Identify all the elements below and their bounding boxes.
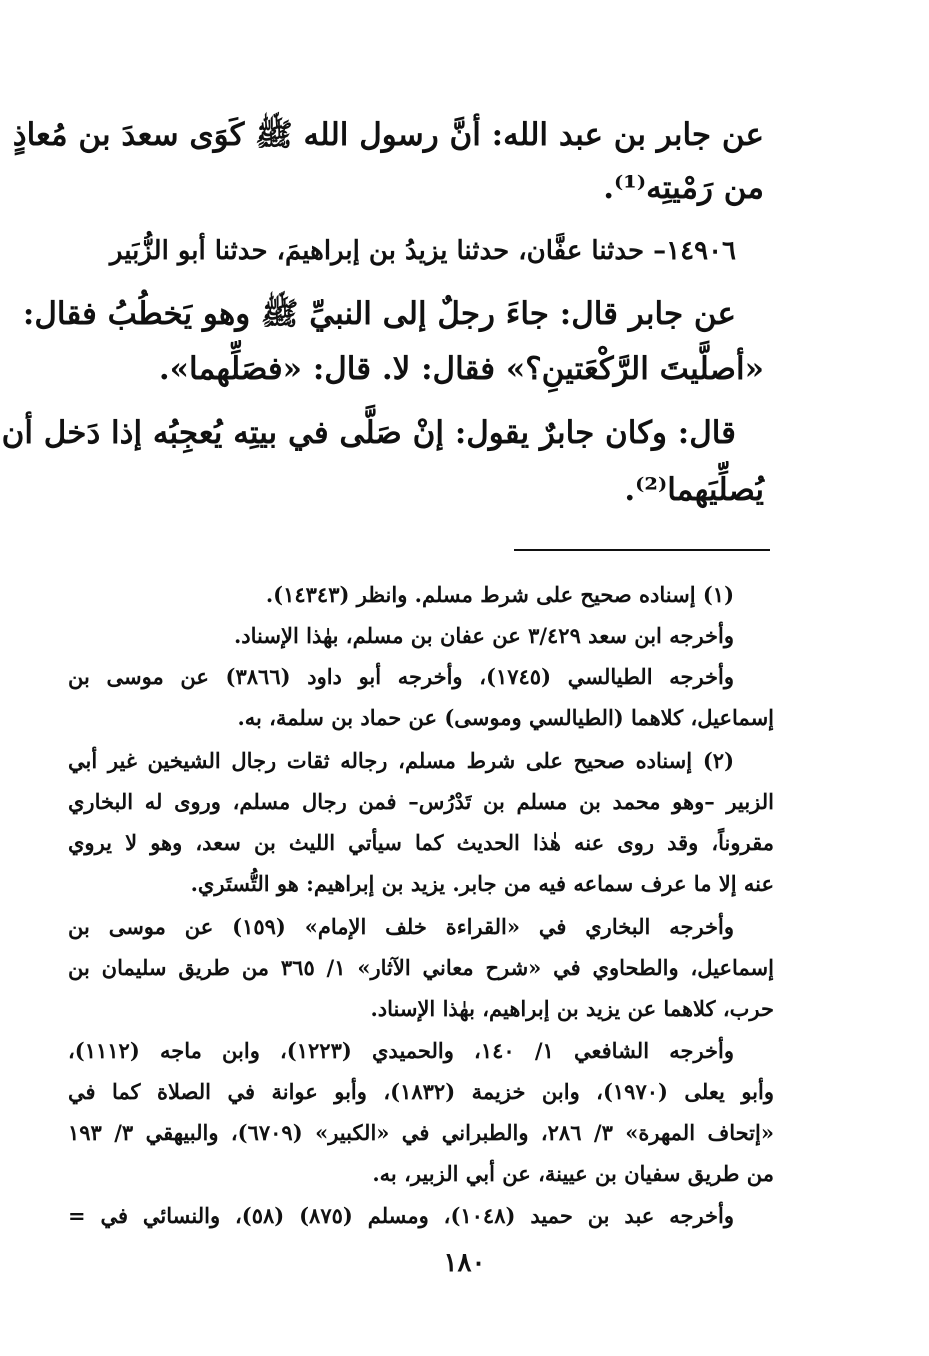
footnote-line: من طريق سفيان بن عيينة، عن أبي الزبير، به.	[372, 1161, 774, 1186]
footnote-line: وأخرجه ابن سعد ٣/٤٢٩ عن عفان بن مسلم، بهٰذا الإسناد.	[234, 623, 734, 648]
hadith-text-line: قال: وكان جابرٌ يقول: إنْ صَلَّى في بيتِه يُعجِبُه إذا دَخل أن	[1, 415, 736, 451]
main-text-line: من رَمْيتِه⁽¹⁾.	[603, 170, 764, 206]
footnote-line: وأخرجه الشافعي ١/ ١٤٠، والحميدي (١٢٢٣)، وابن ماجه (١١١٢)،	[68, 1038, 735, 1063]
footnote-line: (٢) إسناده صحيح على شرط مسلم، رجاله ثقات رجال الشيخين غير أبي	[68, 748, 734, 773]
footnote-line: الزبير –وهو محمد بن مسلم بن تَدْرُس– فمن رجال مسلم، وروى له البخاري	[68, 789, 774, 814]
footnote-line: (١) إسناده صحيح على شرط مسلم. وانظر (١٤٣٤٣).	[265, 582, 734, 607]
footnote-line: وأخرجه عبد بن حميد (١٠٤٨)، ومسلم (٨٧٥) (٥٨)، والنسائي في =	[68, 1203, 734, 1228]
main-text-line: عن جابر بن عبد الله: أنَّ رسول الله ﷺ كَوَى سعدَ بن مُعاذٍ	[12, 117, 764, 153]
footnote-line: «إتحاف المهرة» ٣/ ٢٨٦، والطبراني في «الكبير» (٦٧٠٩)، والبيهقي ٣/ ١٩٣	[68, 1120, 774, 1145]
footnote-line: عنه إلا ما عرف سماعه فيه من جابر. يزيد بن إبراهيم: هو التُّستَري.	[190, 871, 774, 896]
footnote-line: حرب، كلاهما عن يزيد بن إبراهيم، بهٰذا الإسناد.	[370, 996, 774, 1021]
footnote-line: وأخرجه الطيالسي (١٧٤٥)، وأخرجه أبو داود (٣٨٦٦) عن موسى بن	[68, 664, 734, 689]
hadith-text-line: يُصلِّيَهما⁽²⁾.	[624, 472, 764, 508]
page-number: ١٨٠	[443, 1248, 486, 1278]
hadith-text-line: عن جابر قال: جاءَ رجلٌ إلى النبيِّ ﷺ وهو يَخطُبُ فقال:	[22, 296, 736, 332]
footnote-line: إسماعيل، كلاهما (الطيالسي وموسى) عن حماد بن سلمة، به.	[237, 705, 774, 730]
footnote-line: وأبو يعلى (١٩٧٠)، وابن خزيمة (١٨٣٢)، وأبو عوانة في الصلاة كما في	[68, 1079, 774, 1104]
footnote-line: مقروناً، وقد روى عنه هٰذا الحديث كما سيأتي الليث بن سعد، وهو لا يروي	[68, 830, 774, 855]
hadith-text-line: «أصلَّيتَ الرَّكْعَتينِ؟» فقال: لا. قال: «فصَلِّهما».	[158, 351, 764, 387]
footnote-line: وأخرجه البخاري في «القراءة خلف الإمام» (١٥٩) عن موسى بن	[68, 914, 734, 939]
footnote-separator	[514, 549, 770, 551]
hadith-chain: ١٤٩٠٦– حدثنا عفَّان، حدثنا يزيدُ بن إبراهيمَ، حدثنا أبو الزُّبَير	[109, 236, 736, 266]
footnote-line: إسماعيل، والطحاوي في «شرح معاني الآثار» ١/ ٣٦٥ من طريق سليمان بن	[68, 955, 774, 980]
